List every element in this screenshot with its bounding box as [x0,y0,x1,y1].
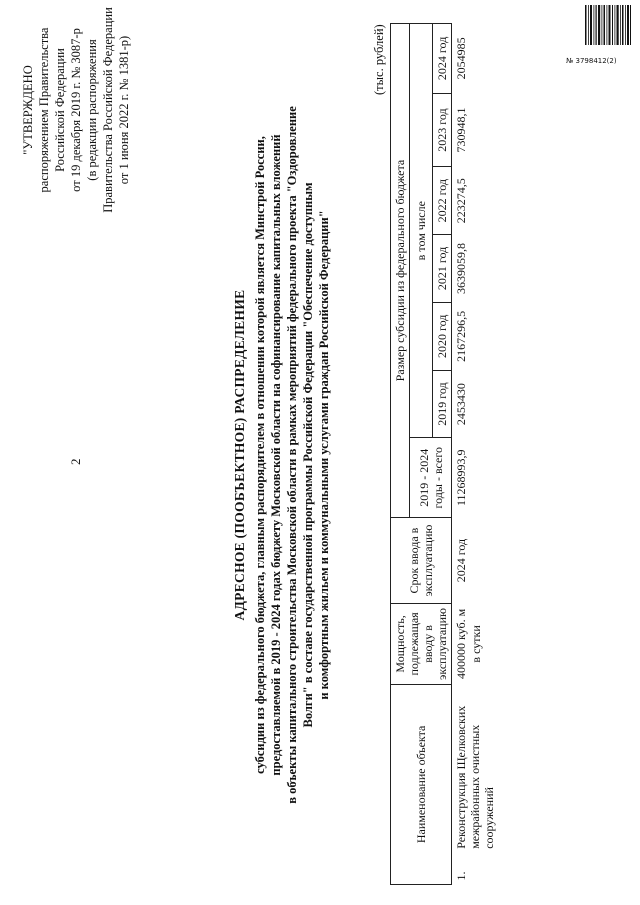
subtitle-line: в объекты капитального строительства Московской области в рамках мероприятий федерального проекта "Оздоровление [285,106,299,804]
subsidy-2024: 2054985 [452,24,499,94]
approval-line: от 19 декабря 2019 г. № 3087-р [69,28,83,192]
approval-line: Российской Федерации [53,48,67,172]
header-2020: 2020 год [433,302,452,370]
subsidy-2023: 730948,1 [452,93,499,167]
subsidy-2020: 2167296,5 [452,302,499,370]
units-label: (тыс. рублей) [372,24,386,95]
object-commission-year: 2024 год [452,518,499,604]
subsidy-total: 11268993,9 [452,438,499,518]
header-2023: 2023 год [433,93,452,167]
subsidy-2022: 223274,5 [452,167,499,235]
table-row [452,24,499,885]
object-capacity: 400000 куб. м в сутки [452,604,499,685]
subtitle-line: предоставляемой в 2019 - 2024 годах бюджету Московской области на софинансирование капитальных вложений [269,134,283,776]
header-2019: 2019 год [433,370,452,438]
subtitle-line: и комфортным жильем и коммунальными услугами граждан Российской Федерации" [317,210,331,700]
header-2022: 2022 год [433,167,452,235]
header-name: Наименование объекта [391,684,452,884]
approval-line: распоряжением Правительства [37,27,51,193]
document-title: АДРЕСНОЕ (ПООБЪЕКТНОЕ) РАСПРЕДЕЛЕНИЕ [232,289,247,621]
page-number: 2 [68,458,83,465]
header-including: в том числе [410,24,433,438]
document-subtitle [252,45,332,865]
subsidy-2019: 2453430 [452,370,499,438]
approval-line: (в редакции распоряжения [85,39,99,181]
header-2021: 2021 год [433,235,452,303]
header-total: 2019 - 2024 годы - всего [410,438,452,518]
subtitle-line: субсидии из федерального бюджета, главным распорядителем в отношении которой является Минстрой России, [253,136,267,774]
approval-line: "УТВЕРЖДЕНО [21,65,35,155]
approval-stamp [20,5,132,215]
document-code: № 3798412(2) [566,57,617,65]
row-number: 1. [452,853,499,885]
header-2024: 2024 год [433,24,452,94]
header-subsidy: Размер субсидии из федерального бюджета [391,24,410,518]
allocation-table [390,23,498,885]
barcode [585,5,631,45]
approval-line: Правительства Российской Федерации [101,7,115,213]
subtitle-line: Волги" в составе государственной программы Российской Федерации "Обеспечение доступным [301,182,315,728]
object-name: Реконструкция Щелковских межрайонных очистных сооружений [452,684,499,852]
approval-line: от 1 июня 2022 г. № 1381-р) [117,35,131,185]
subsidy-2021: 3639059,8 [452,235,499,303]
header-commission: Срок ввода в эксплуатацию [391,518,452,604]
header-capacity: Мощность, подлежащая вводу в эксплуатацию [391,604,452,685]
